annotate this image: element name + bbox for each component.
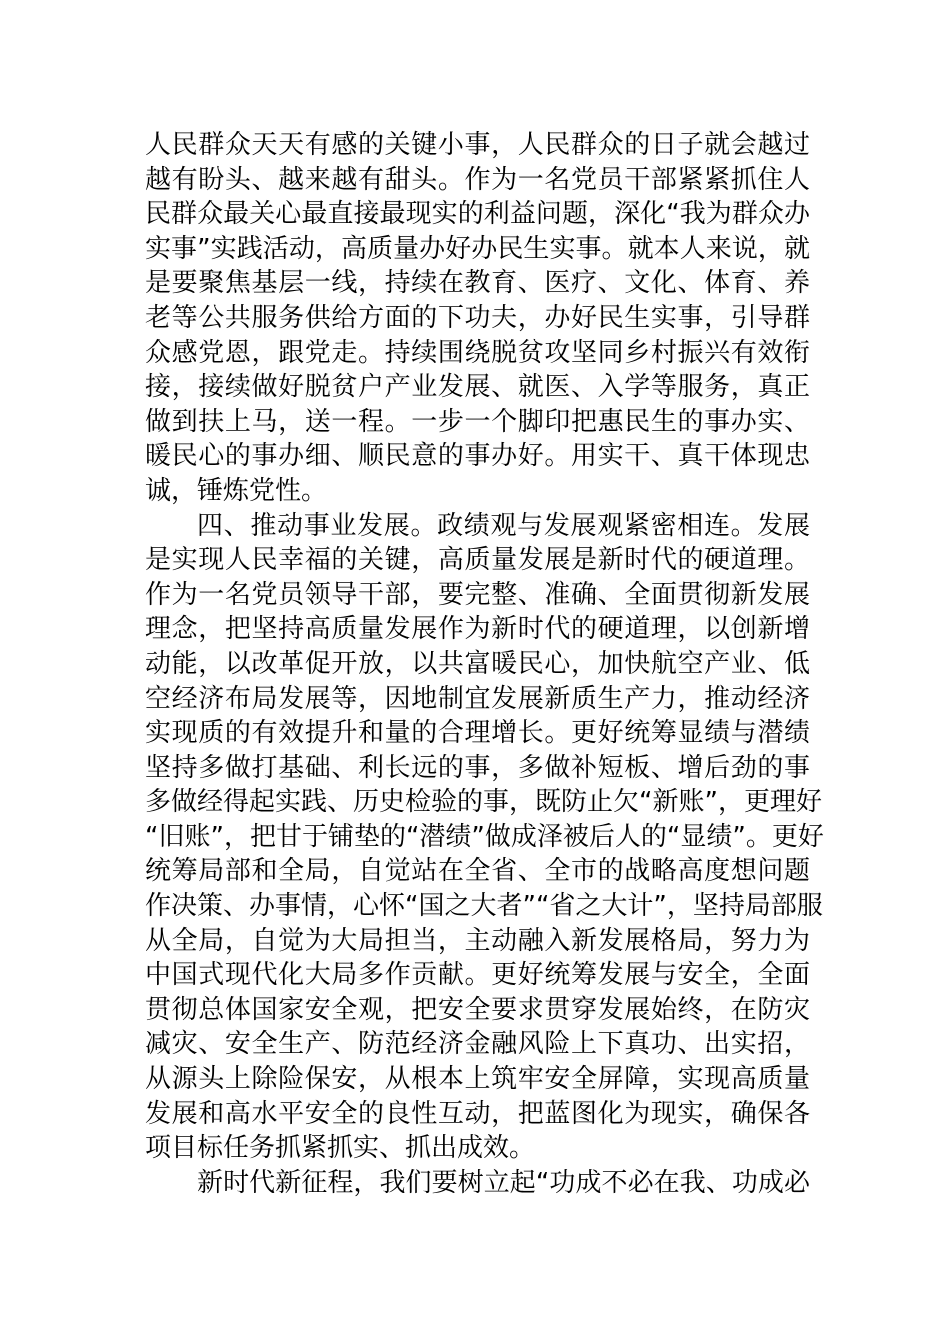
text-line: 是实现人民幸福的关键，高质量发展是新时代的硬道理。	[145, 545, 810, 576]
text-line: 作为一名党员领导干部，要完整、准确、全面贯彻新发展	[145, 579, 810, 610]
text-line: 理念，把坚持高质量发展作为新时代的硬道理，以创新增	[145, 614, 810, 645]
text-line: 诚，锤炼党性。	[145, 475, 328, 506]
text-line: 暖民心的事办细、顺民意的事办好。用实干、真干体现忠	[145, 441, 810, 472]
text-line: 从源头上除险保安，从根本上筑牢安全屏障，实现高质量	[145, 1064, 810, 1095]
text-line: 实现质的有效提升和量的合理增长。更好统筹显绩与潜绩	[145, 718, 810, 749]
text-line: 人民群众天天有感的关键小事，人民群众的日子就会越过	[145, 130, 810, 160]
text-line: 接，接续做好脱贫户产业发展、就医、入学等服务，真正	[145, 372, 810, 403]
text-line: “旧账”，把甘于铺垫的“潜绩”做成泽被后人的“显绩”。更好	[145, 821, 824, 852]
text-line: 作决策、办事情，心怀“国之大者”“省之大计”，坚持局部服	[145, 891, 823, 922]
text-line: 做到扶上马，送一程。一步一个脚印把惠民生的事办实、	[145, 406, 810, 437]
text-line: 越有盼头、越来越有甜头。作为一名党员干部紧紧抓住人	[145, 164, 810, 195]
text-line: 项目标任务抓紧抓实、抓出成效。	[145, 1133, 536, 1164]
text-line: 民群众最关心最直接最现实的利益问题，深化“我为群众办	[145, 199, 810, 230]
text-line: 老等公共服务供给方面的下功夫，办好民生实事，引导群	[145, 302, 810, 333]
text-line: 众感党恩，跟党走。持续围绕脱贫攻坚同乡村振兴有效衔	[145, 337, 810, 368]
text-line: 从全局，自觉为大局担当，主动融入新发展格局，努力为	[145, 925, 810, 956]
text-line: 贯彻总体国家安全观，把安全要求贯穿发展始终，在防灾	[145, 994, 810, 1025]
text-line: 统筹局部和全局，自觉站在全省、全市的战略高度想问题	[145, 856, 810, 887]
text-line: 发展和高水平安全的良性互动，把蓝图化为现实，确保各	[145, 1098, 810, 1129]
text-line: 减灾、安全生产、防范经济金融风险上下真功、出实招，	[145, 1029, 810, 1060]
text-line: 坚持多做打基础、利长远的事，多做补短板、增后劲的事	[145, 752, 810, 783]
text-line: 实事”实践活动，高质量办好办民生实事。就本人来说，就	[145, 233, 810, 264]
text-line: 动能，以改革促开放，以共富暖民心，加快航空产业、低	[145, 648, 810, 679]
section-heading-line: 四、推动事业发展。政绩观与发展观紧密相连。发展	[197, 510, 810, 541]
text-line: 多做经得起实践、历史检验的事，既防止欠“新账”，更理好	[145, 787, 822, 818]
text-line: 是要聚焦基层一线，持续在教育、医疗、文化、体育、养	[145, 268, 810, 299]
text-line: 中国式现代化大局多作贡献。更好统筹发展与安全，全面	[145, 960, 810, 991]
body-text	[145, 128, 824, 1200]
text-line: 空经济布局发展等，因地制宜发展新质生产力，推动经济	[145, 683, 810, 714]
text-line: 新时代新征程，我们要树立起“功成不必在我、功成必	[197, 1167, 810, 1198]
